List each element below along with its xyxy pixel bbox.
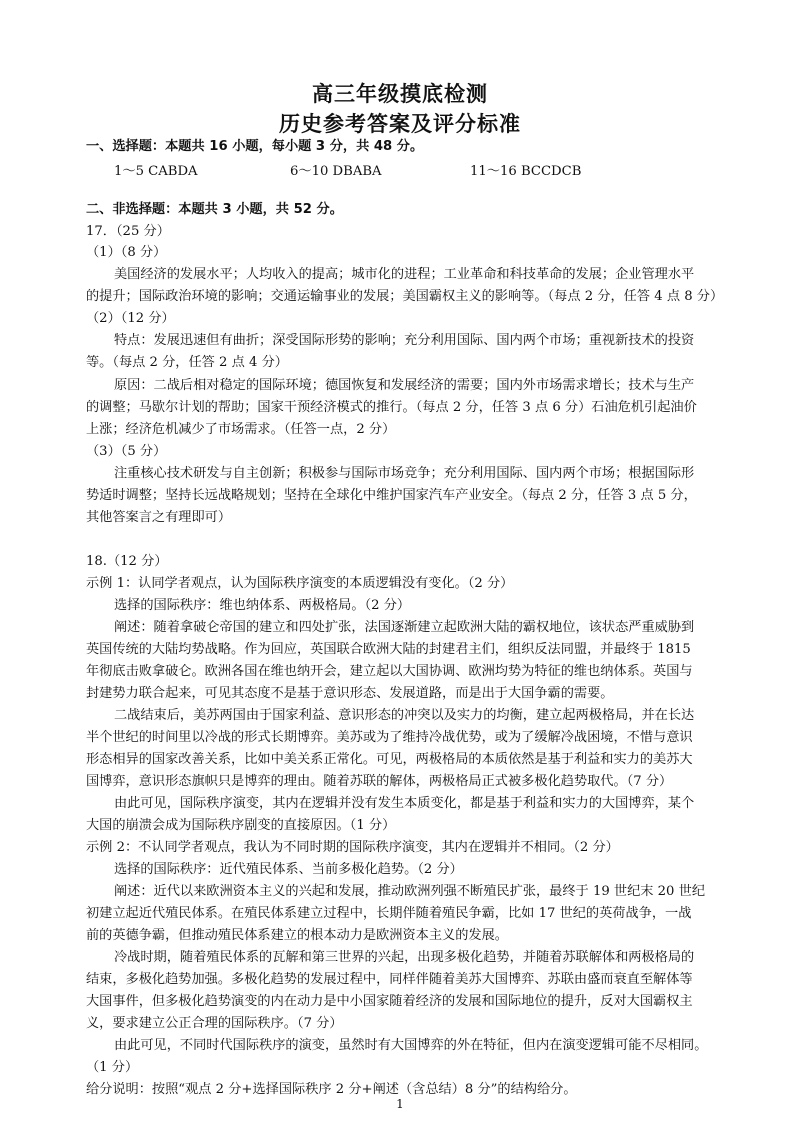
q18-example1-text: 二战结束后，美苏两国由于国家利益、意识形态的冲突以及实力的均衡，建立起两极格局，并在长达	[114, 708, 695, 723]
answers-1-5: 1～5 CABDA	[114, 164, 198, 179]
q18-example2-text: 结束，多极化趋势加强。多极化趋势的发展过程中，同样伴随着美苏大国博弈、苏联由盛而衰直至解体等	[86, 972, 693, 987]
q18-example2-text: 前的英德争霸，但推动殖民体系建立的根本动力是欧洲资本主义的发展。	[86, 928, 508, 943]
q17-part2-text: 原因：二战后相对稳定的国际环境；德国恢复和发展经济的需要；国内外市场需求增长；技术与生产	[114, 378, 695, 393]
answers-11-16: 11～16 BCCDCB	[470, 164, 582, 179]
q17-part3-text: 注重核心技术研发与自主创新；积极参与国际市场竞争；充分利用国际、国内两个市场；根据国际形	[114, 466, 695, 481]
q18-example1-text: 英国传统的大陆均势战略。作为回应，英国联合欧洲大陆的封建君主们，组织反法同盟，并最终于 1815	[86, 642, 691, 657]
q18-example2-text: 义，要求建立公正合理的国际秩序。（7 分）	[86, 1016, 343, 1031]
q18-example1-text: 大国的崩溃会成为国际秩序剧变的直接原因。（1 分）	[86, 818, 396, 833]
q18-example1-text: 阐述：随着拿破仑帝国的建立和四处扩张，法国逐渐建立起欧洲大陆的霸权地位，该状态严重威胁到	[114, 620, 695, 635]
q17-part2-text: 上涨；经济危机减少了市场需求。（任答一点，2 分）	[86, 422, 396, 437]
q17-part3-heading: （3）（5 分）	[86, 444, 167, 459]
q17-part1-text: 的提升；国际政治环境的影响；交通运输事业的发展；美国霸权主义的影响等。（每点 2 分，任答 4 点 8 分）	[86, 289, 724, 304]
q18-example1-text: 由此可见，国际秩序演变，其内在逻辑并没有发生本质变化，都是基于利益和实力的大国博弈，某个	[114, 796, 695, 811]
q17-part3-text: 其他答案言之有理即可）	[86, 510, 232, 525]
q18-example2-text: （1 分）	[86, 1060, 139, 1075]
q18-example2-text: 示例 2：不认同学者观点，我认为不同时期的国际秩序演变，其内在逻辑并不相同。（2 分）	[86, 840, 619, 855]
q18-example2-text: 大国事件，但多极化趋势演变的内在动力是中小国家随着经济的发展和国际地位的提升，反对大国霸权主	[86, 994, 693, 1009]
exam-title: 高三年级摸底检测	[312, 82, 488, 106]
q18-heading: 18.（12 分）	[86, 554, 168, 569]
q17-part2-text: 特点：发展迅速但有曲折；深受国际形势的影响；充分利用国际、国内两个市场；重视新技术的投资	[114, 333, 695, 348]
q17-part1-heading: （1）（8 分）	[86, 245, 167, 260]
q17-part3-text: 势适时调整；坚持长远战略规划；坚持在全球化中维护国家汽车产业安全。（每点 2 分，任答 3 点 5 分，	[86, 488, 697, 503]
q17-part2-heading: （2）（12 分）	[86, 311, 175, 326]
q17-part1-text: 美国经济的发展水平；人均收入的提高；城市化的进程；工业革命和科技革命的发展；企业管理水平	[114, 267, 695, 282]
q17-heading: 17．（25 分）	[86, 224, 170, 239]
answers-6-10: 6～10 DBABA	[290, 164, 382, 179]
q18-example1-text: 示例 1：认同学者观点，认为国际秩序演变的本质逻辑没有变化。（2 分）	[86, 576, 514, 591]
section1-heading: 一、选择题：本题共 16 小题，每小题 3 分，共 48 分。	[86, 139, 424, 154]
q18-example1-text: 封建势力联合起来，可见其态度不是基于意识形态、发展道路，而是出于大国争霸的需要。	[86, 686, 614, 701]
q18-example2-text: 选择的国际秩序：近代殖民体系、当前多极化趋势。（2 分）	[114, 862, 463, 877]
q18-example2-text: 冷战时期，随着殖民体系的瓦解和第三世界的兴起，出现多极化趋势，并随着苏联解体和两极格局的	[114, 950, 695, 965]
q17-part2-text: 的调整；马歇尔计划的帮助；国家干预经济模式的推行。（每点 2 分，任答 3 点 6 分）石油危机引起油价	[86, 400, 697, 415]
section2-heading: 二、非选择题：本题共 3 小题，共 52 分。	[86, 202, 343, 217]
q18-example2-text: 阐述：近代以来欧洲资本主义的兴起和发展，推动欧洲列强不断殖民扩张，最终于 19 世纪末 20 世纪	[114, 884, 706, 899]
q17-part2-text: 等。（每点 2 分，任答 2 点 4 分）	[86, 355, 288, 370]
answer-key-title: 历史参考答案及评分标准	[279, 112, 521, 136]
page-number: 1	[396, 1097, 404, 1111]
scoring-note: 给分说明：按照“观点 2 分+选择国际秩序 2 分+阐述（含总结）8 分”的结构给分。	[86, 1082, 577, 1097]
q18-example1-text: 年彻底击败拿破仑。欧洲各国在维也纳开会，建立起以大国协调、欧洲均势为特征的维也纳体系。英国与	[86, 664, 693, 679]
q18-example1-text: 选择的国际秩序：维也纳体系、两极格局。（2 分）	[114, 598, 411, 613]
q18-example2-text: 初建立起近代殖民体系。在殖民体系建立过程中，长期伴随着殖民争霸，比如 17 世纪的英荷战争，一战	[86, 906, 692, 921]
q18-example1-text: 国博弈，意识形态旗帜只是博弈的理由。随着苏联的解体，两极格局正式被多极化趋势取代。（7 分）	[86, 774, 673, 789]
q18-example1-text: 半个世纪的时间里以冷战的形式长期博弈。美苏或为了维持冷战优势，或为了缓解冷战困境，不惜与意识	[86, 730, 693, 745]
q18-example2-text: 由此可见，不同时代国际秩序的演变，虽然时有大国博弈的外在特征，但内在演变逻辑可能不尽相同。	[114, 1038, 708, 1053]
q18-example1-text: 形态相异的国家改善关系，比如中美关系正常化。可见，两极格局的本质依然是基于利益和实力的美苏大	[86, 752, 693, 767]
